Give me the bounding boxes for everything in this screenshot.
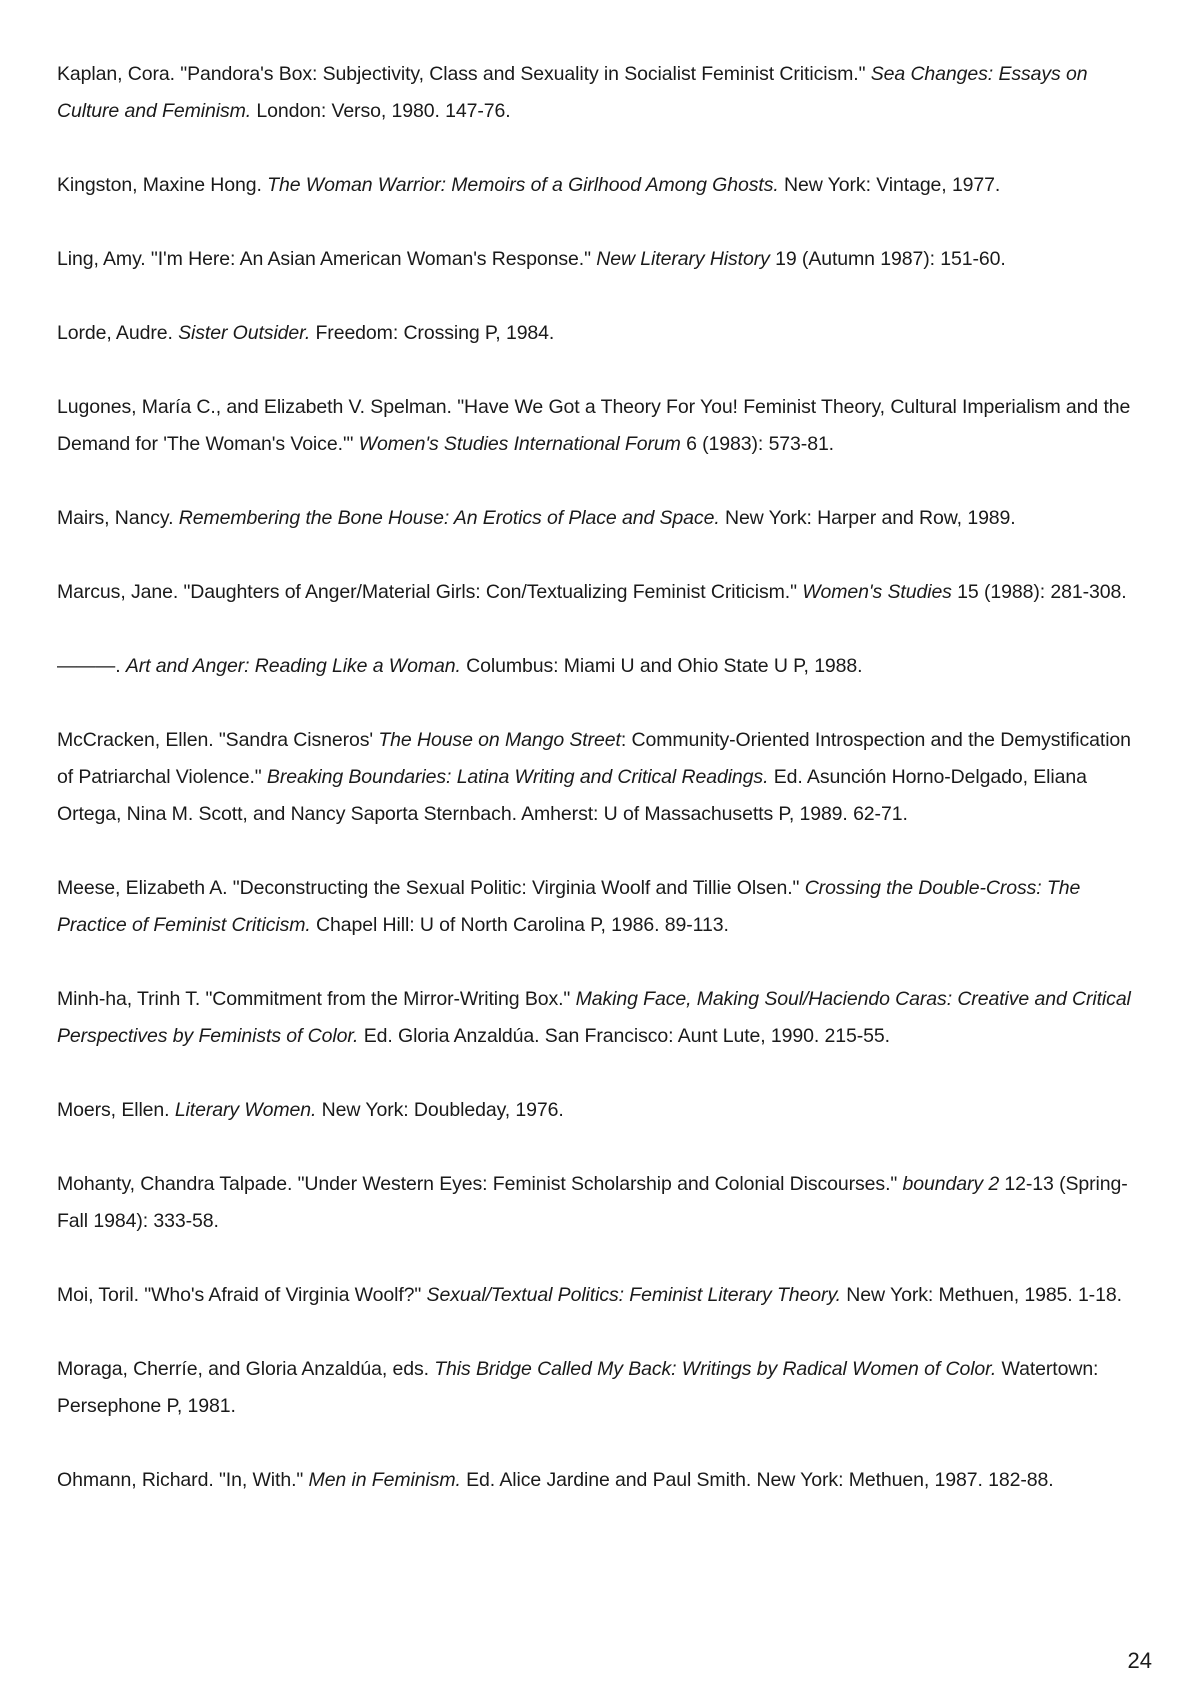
reference-text: Chapel Hill: U of North Carolina P, 1986. 89-113. — [310, 914, 729, 936]
reference-text: Columbus: Miami U and Ohio State U P, 1988. — [460, 655, 863, 677]
reference-entry — [57, 241, 1147, 278]
page-number: 24 — [1127, 1648, 1152, 1673]
reference-entry — [57, 167, 1147, 204]
reference-title-italic: Art and Anger: Reading Like a Woman. — [125, 655, 461, 677]
reference-entry — [57, 500, 1147, 537]
reference-text: Moers, Ellen. — [57, 1099, 175, 1121]
reference-entry — [57, 1351, 1147, 1425]
reference-text: Freedom: Crossing P, 1984. — [310, 322, 555, 344]
reference-title-italic: Remembering the Bone House: An Erotics of Place and Space. — [178, 507, 720, 529]
reference-title-italic: Sister Outsider. — [178, 322, 311, 344]
reference-entry — [57, 56, 1147, 130]
reference-text: Mohanty, Chandra Talpade. "Under Western Eyes: Feminist Scholarship and Colonial Discourses." — [57, 1173, 903, 1195]
reference-title-italic: This Bridge Called My Back: Writings by Radical Women of Color. — [434, 1358, 997, 1380]
reference-entry — [57, 1277, 1147, 1314]
reference-text: New York: Harper and Row, 1989. — [719, 507, 1016, 529]
reference-entry — [57, 1092, 1147, 1129]
reference-text: : Community-Oriented Introspection and the Demystification of Patriarchal Violence." — [57, 729, 1131, 788]
reference-text: Marcus, Jane. "Daughters of Anger/Material Girls: Con/Textualizing Feminist Criticism." — [57, 581, 803, 603]
reference-text: McCracken, Ellen. "Sandra Cisneros' — [57, 729, 379, 751]
reference-entry — [57, 981, 1147, 1055]
reference-text: 19 (Autumn 1987): 151-60. — [769, 248, 1006, 270]
reference-text: 15 (1988): 281-308. — [951, 581, 1127, 603]
reference-title-italic: boundary 2 — [902, 1173, 1000, 1195]
reference-text: Moraga, Cherríe, and Gloria Anzaldúa, eds. — [57, 1358, 435, 1380]
reference-text: Kaplan, Cora. "Pandora's Box: Subjectivity, Class and Sexuality in Socialist Feminist Criticism." — [57, 63, 871, 85]
reference-title-italic: New Literary History — [596, 248, 770, 270]
reference-text: ———. — [57, 655, 126, 677]
reference-entry — [57, 574, 1147, 611]
reference-title-italic: Making Face, Making Soul/Haciendo Caras: Creative and Critical Perspectives by Feminists of Color. — [57, 988, 1131, 1047]
reference-title-italic: The House on Mango Street — [378, 729, 621, 751]
reference-text: Ohmann, Richard. "In, With." — [57, 1469, 309, 1491]
reference-text: Lorde, Audre. — [57, 322, 179, 344]
reference-entry — [57, 315, 1147, 352]
reference-entry — [57, 1166, 1147, 1240]
reference-text: Ed. Asunción Horno-Delgado, Eliana Ortega, Nina M. Scott, and Nancy Saporta Sternbach. Amherst: U of Massachusetts P, 1989. 62-71. — [57, 766, 1087, 825]
reference-entry — [57, 648, 1147, 685]
reference-text: Ling, Amy. "I'm Here: An Asian American Woman's Response." — [57, 248, 597, 270]
reference-text: New York: Doubleday, 1976. — [316, 1099, 564, 1121]
reference-title-italic: Men in Feminism. — [308, 1469, 461, 1491]
reference-title-italic: Sea Changes: Essays on Culture and Feminism. — [57, 63, 1088, 122]
reference-entry — [57, 722, 1147, 833]
reference-text: London: Verso, 1980. 147-76. — [251, 100, 511, 122]
reference-text: Minh-ha, Trinh T. "Commitment from the Mirror-Writing Box." — [57, 988, 576, 1010]
reference-title-italic: Sexual/Textual Politics: Feminist Literary Theory. — [426, 1284, 841, 1306]
reference-title-italic: Literary Women. — [174, 1099, 317, 1121]
reference-entry — [57, 1462, 1147, 1499]
reference-text: New York: Vintage, 1977. — [778, 174, 1001, 196]
reference-text: Meese, Elizabeth A. "Deconstructing the Sexual Politic: Virginia Woolf and Tillie Olsen." — [57, 877, 805, 899]
works-cited-list — [57, 56, 1147, 1536]
reference-entry — [57, 389, 1147, 463]
reference-title-italic: Crossing the Double-Cross: The Practice of Feminist Criticism. — [57, 877, 1081, 936]
reference-title-italic: Women's Studies — [802, 581, 952, 603]
reference-text: Watertown: Persephone P, 1981. — [57, 1358, 1099, 1417]
reference-title-italic: The Woman Warrior: Memoirs of a Girlhood Among Ghosts. — [267, 174, 779, 196]
reference-title-italic: Breaking Boundaries: Latina Writing and Critical Readings. — [266, 766, 769, 788]
reference-text: Ed. Alice Jardine and Paul Smith. New York: Methuen, 1987. 182-88. — [460, 1469, 1054, 1491]
reference-text: Lugones, María C., and Elizabeth V. Spelman. "Have We Got a Theory For You! Feminist Theory, Cultural Imperialism and the Demand for 'The Woman's Voice.'" — [57, 396, 1131, 455]
reference-text: Kingston, Maxine Hong. — [57, 174, 268, 196]
reference-text: Mairs, Nancy. — [57, 507, 179, 529]
reference-text: 6 (1983): 573-81. — [680, 433, 835, 455]
reference-text: 12-13 (Spring-Fall 1984): 333-58. — [57, 1173, 1128, 1232]
reference-text: Moi, Toril. "Who's Afraid of Virginia Woolf?" — [57, 1284, 427, 1306]
reference-entry — [57, 870, 1147, 944]
reference-text: New York: Methuen, 1985. 1-18. — [840, 1284, 1122, 1306]
reference-title-italic: Women's Studies International Forum — [358, 433, 681, 455]
reference-text: Ed. Gloria Anzaldúa. San Francisco: Aunt Lute, 1990. 215-55. — [358, 1025, 890, 1047]
